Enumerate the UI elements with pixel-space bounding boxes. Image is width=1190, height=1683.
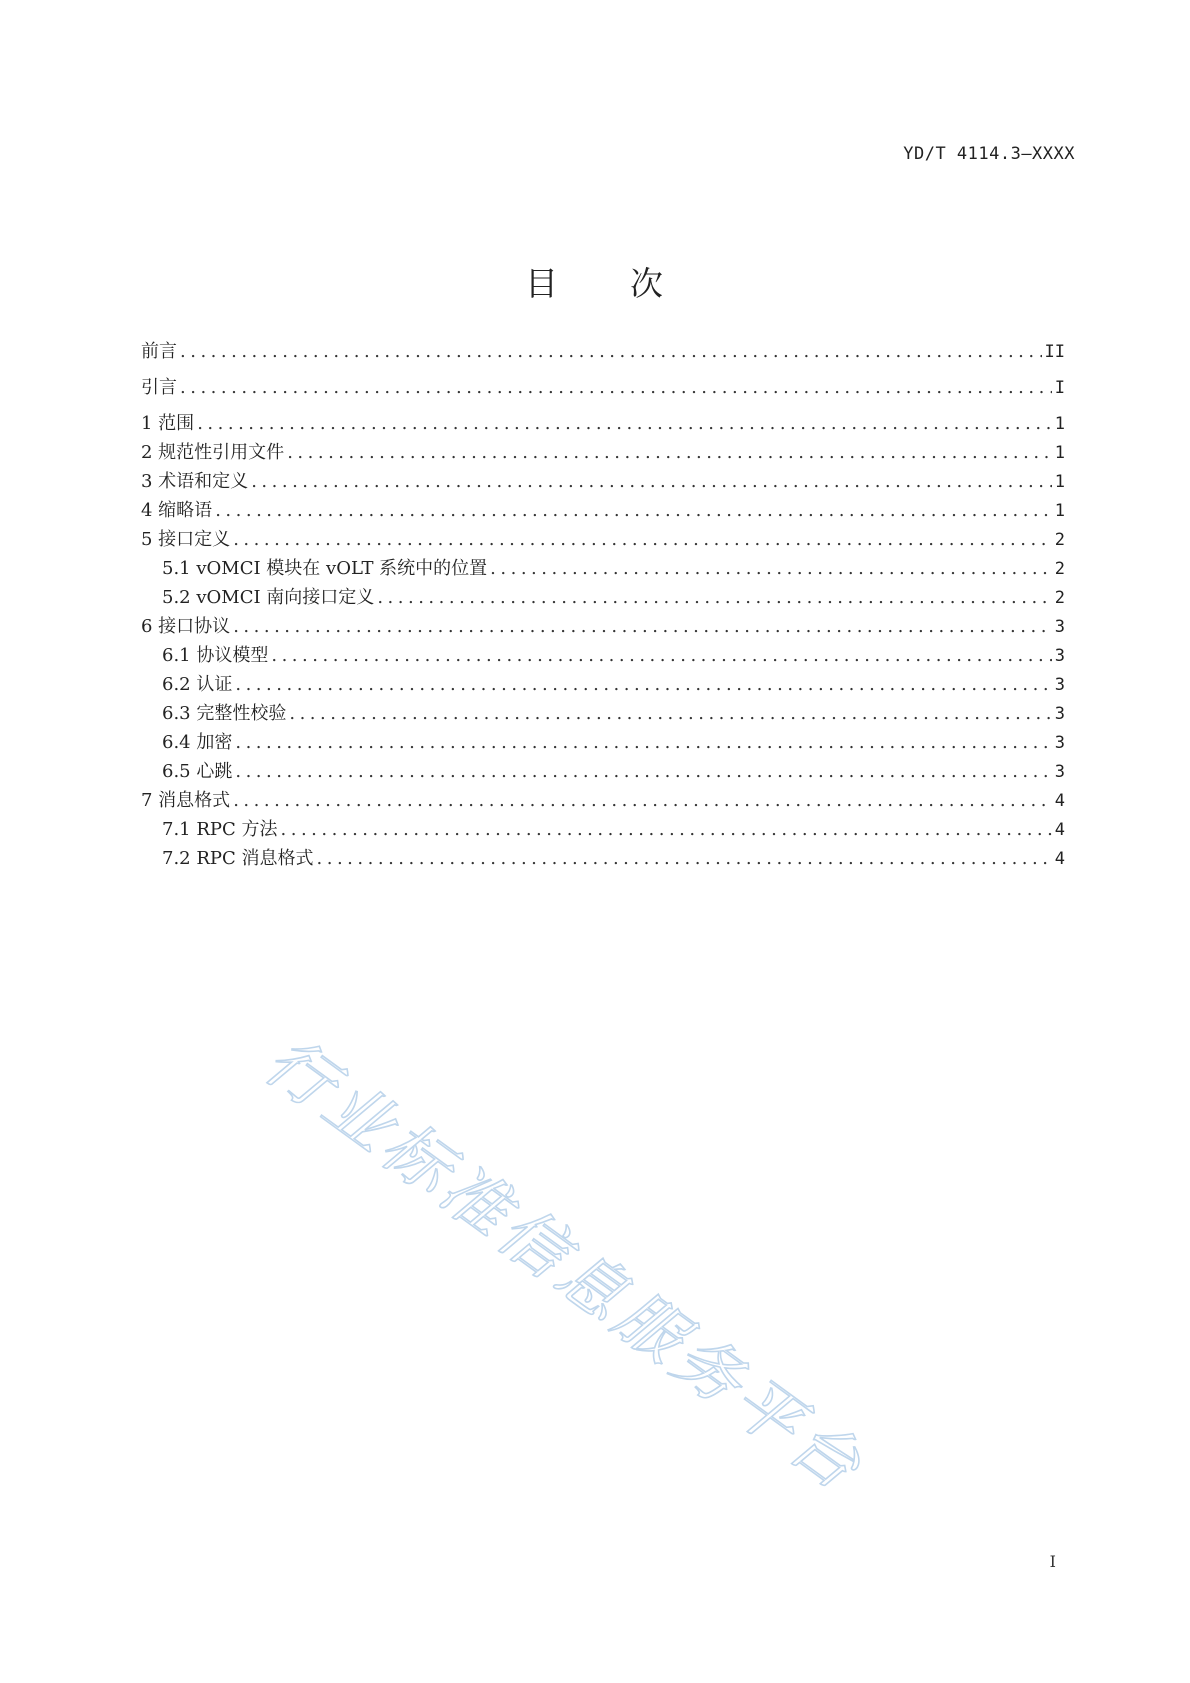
toc-entry-page: 1: [1054, 443, 1065, 463]
toc-entry-page: 3: [1054, 762, 1065, 782]
toc-leader-dots: [235, 730, 1051, 756]
toc-entry-label: 引言: [141, 377, 177, 398]
toc-entry-page: 2: [1054, 530, 1065, 550]
toc-leader-dots: [377, 585, 1051, 611]
toc-leader-dots: [289, 701, 1051, 727]
toc-entry-label: 5.1 vOMCI 模块在 vOLT 系统中的位置: [162, 558, 488, 579]
toc-entry-page: II: [1044, 342, 1065, 362]
toc-entry[interactable]: [141, 498, 1065, 524]
toc-leader-dots: [215, 498, 1052, 524]
toc-entry-label: 5.2 vOMCI 南向接口定义: [162, 587, 375, 608]
watermark: 行业标准信息服务平台: [250, 1022, 879, 1508]
toc-entry-page: I: [1054, 378, 1065, 398]
document-number: YD/T 4114.3—XXXX: [903, 144, 1075, 164]
toc-entry-label: 6.5 心跳: [162, 761, 233, 782]
toc-entry-page: 3: [1054, 704, 1065, 724]
toc-leader-dots: [197, 411, 1052, 437]
toc-leader-dots: [317, 846, 1052, 872]
toc-leader-dots: [233, 527, 1052, 553]
page-title: 目 次: [525, 264, 665, 303]
toc-entry-page: 4: [1054, 849, 1065, 869]
toc-entry-label: 1 范围: [141, 413, 195, 434]
toc-leader-dots: [180, 339, 1042, 365]
toc-entry-page: 4: [1054, 820, 1065, 840]
toc-entry-label: 6.1 协议模型: [162, 645, 269, 666]
toc-entry-page: 3: [1054, 646, 1065, 666]
toc-entry-label: 6.4 加密: [162, 732, 233, 753]
toc-entry[interactable]: [162, 672, 1065, 698]
toc-entry-page: 1: [1054, 501, 1065, 521]
toc-entry-label: 2 规范性引用文件: [141, 442, 285, 463]
toc-entry-page: 3: [1054, 675, 1065, 695]
toc-entry-label: 6.3 完整性校验: [162, 703, 287, 724]
toc-entry[interactable]: [162, 585, 1065, 611]
page-number: I: [1049, 1552, 1056, 1571]
toc-entry-page: 2: [1054, 588, 1065, 608]
toc-entry[interactable]: [141, 469, 1065, 495]
toc-leader-dots: [271, 643, 1051, 669]
toc-entry-page: 1: [1054, 472, 1065, 492]
toc-entry-label: 3 术语和定义: [141, 471, 249, 492]
toc-entry[interactable]: [141, 788, 1065, 814]
toc-entry-label: 7 消息格式: [141, 790, 231, 811]
toc-entry-label: 5 接口定义: [141, 529, 231, 550]
toc-leader-dots: [235, 759, 1051, 785]
toc-entry-page: 2: [1054, 559, 1065, 579]
toc-entry[interactable]: [162, 643, 1065, 669]
toc-entry-label: 7.2 RPC 消息格式: [162, 848, 314, 869]
toc-entry-page: 3: [1054, 733, 1065, 753]
toc-entry[interactable]: [162, 759, 1065, 785]
toc-leader-dots: [180, 375, 1052, 401]
toc-entry[interactable]: [162, 730, 1065, 756]
toc-leader-dots: [233, 788, 1052, 814]
toc-entry[interactable]: [162, 701, 1065, 727]
toc-entry-page: 1: [1054, 414, 1065, 434]
toc-leader-dots: [490, 556, 1052, 582]
toc-entry-label: 4 缩略语: [141, 500, 213, 521]
toc-leader-dots: [281, 817, 1052, 843]
toc-entry[interactable]: [141, 527, 1065, 553]
toc-entry-label: 前言: [141, 341, 177, 362]
toc-entry-page: 3: [1054, 617, 1065, 637]
toc-leader-dots: [235, 672, 1051, 698]
toc-entry-label: 6.2 认证: [162, 674, 233, 695]
toc-entry[interactable]: [141, 440, 1065, 466]
toc-entry[interactable]: [141, 339, 1065, 365]
toc-entry[interactable]: [141, 411, 1065, 437]
toc-leader-dots: [233, 614, 1052, 640]
toc-entry-page: 4: [1054, 791, 1065, 811]
toc-entry[interactable]: [162, 846, 1065, 872]
toc-entry-label: 6 接口协议: [141, 616, 231, 637]
toc-entry[interactable]: [141, 375, 1065, 401]
toc-leader-dots: [287, 440, 1052, 466]
toc-entry-label: 7.1 RPC 方法: [162, 819, 278, 840]
toc-leader-dots: [251, 469, 1052, 495]
toc-entry[interactable]: [162, 556, 1065, 582]
toc-entry[interactable]: [162, 817, 1065, 843]
toc-entry[interactable]: [141, 614, 1065, 640]
